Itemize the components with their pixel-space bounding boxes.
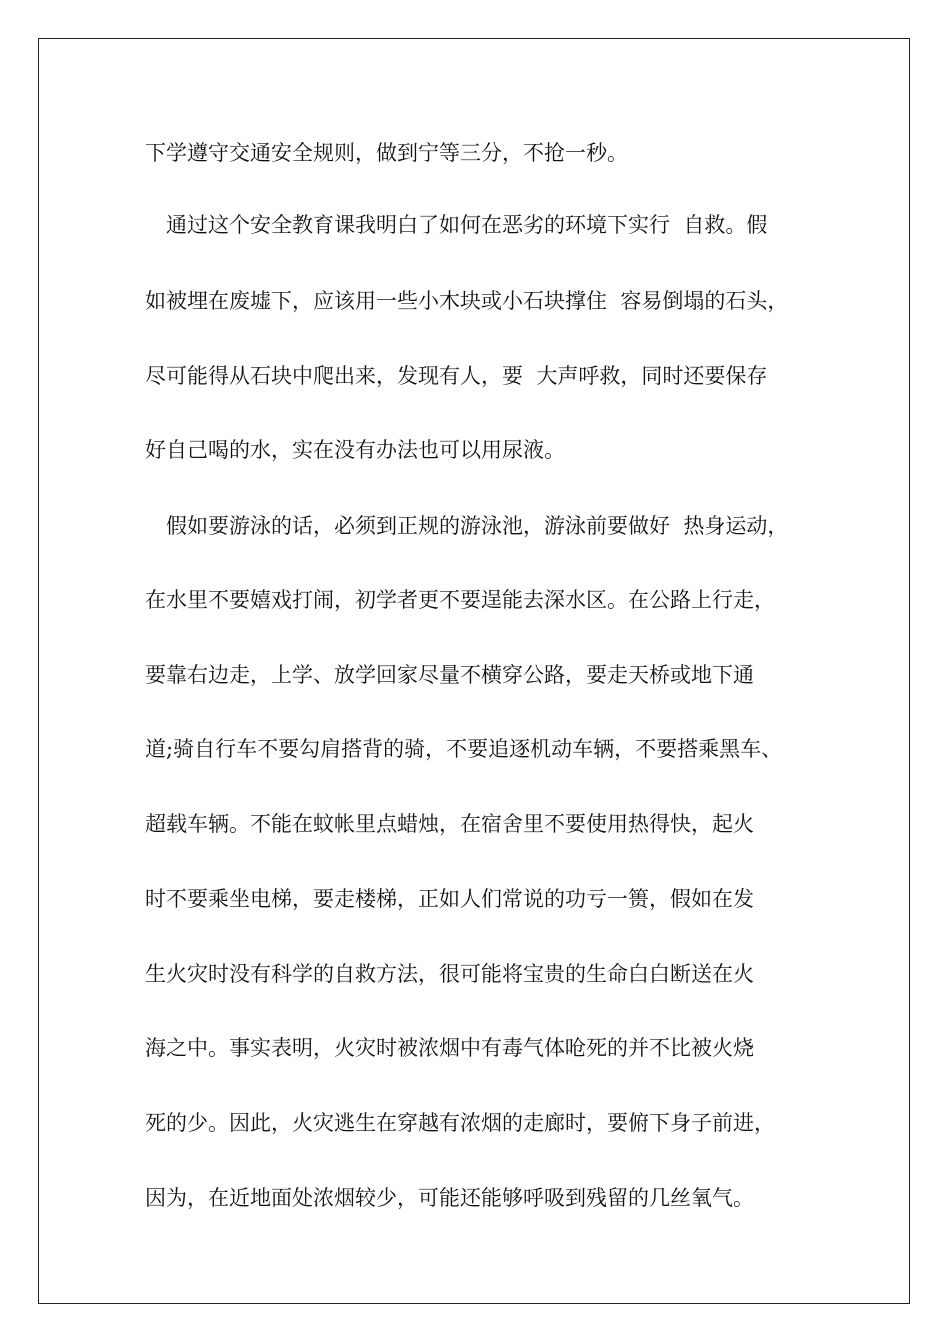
text-line: 道;骑自行车不要勾肩搭背的骑，不要追逐机动车辆，不要搭乘黑车、	[145, 737, 783, 761]
text-line: 好自己喝的水，实在没有办法也可以用尿液。	[145, 438, 565, 462]
text-line: 死的少。因此，火灾逃生在穿越有浓烟的走廊时，要俯下身子前进，	[145, 1111, 775, 1135]
text-line: 时不要乘坐电梯，要走楼梯，正如人们常说的功亏一篑，假如在发	[145, 887, 754, 911]
paragraph-first-line: 通过这个安全教育课我明白了如何在恶劣的环境下实行 自救。假	[166, 213, 768, 237]
text-line: 要靠右边走，上学、放学回家尽量不横穿公路，要走天桥或地下通	[145, 663, 754, 687]
text-line: 海之中。事实表明，火灾时被浓烟中有毒气体呛死的并不比被火烧	[145, 1036, 754, 1060]
text-line: 下学遵守交通安全规则，做到宁等三分，不抢一秒。	[145, 141, 628, 165]
text-line: 生火灾时没有科学的自救方法，很可能将宝贵的生命白白断送在火	[145, 962, 754, 986]
text-line: 尽可能得从石块中爬出来，发现有人，要 大声呼救，同时还要保存	[145, 364, 768, 388]
text-line: 因为，在近地面处浓烟较少，可能还能够呼吸到残留的几丝氧气。	[145, 1186, 754, 1210]
text-line: 超载车辆。不能在蚊帐里点蜡烛，在宿舍里不要使用热得快，起火	[145, 812, 754, 836]
text-line: 如被埋在废墟下，应该用一些小木块或小石块撑住 容易倒塌的石头，	[145, 289, 789, 313]
text-line: 在水里不要嬉戏打闹，初学者更不要逞能去深水区。在公路上行走，	[145, 588, 775, 612]
paragraph-first-line: 假如要游泳的话，必须到正规的游泳池，游泳前要做好 热身运动，	[166, 514, 789, 538]
